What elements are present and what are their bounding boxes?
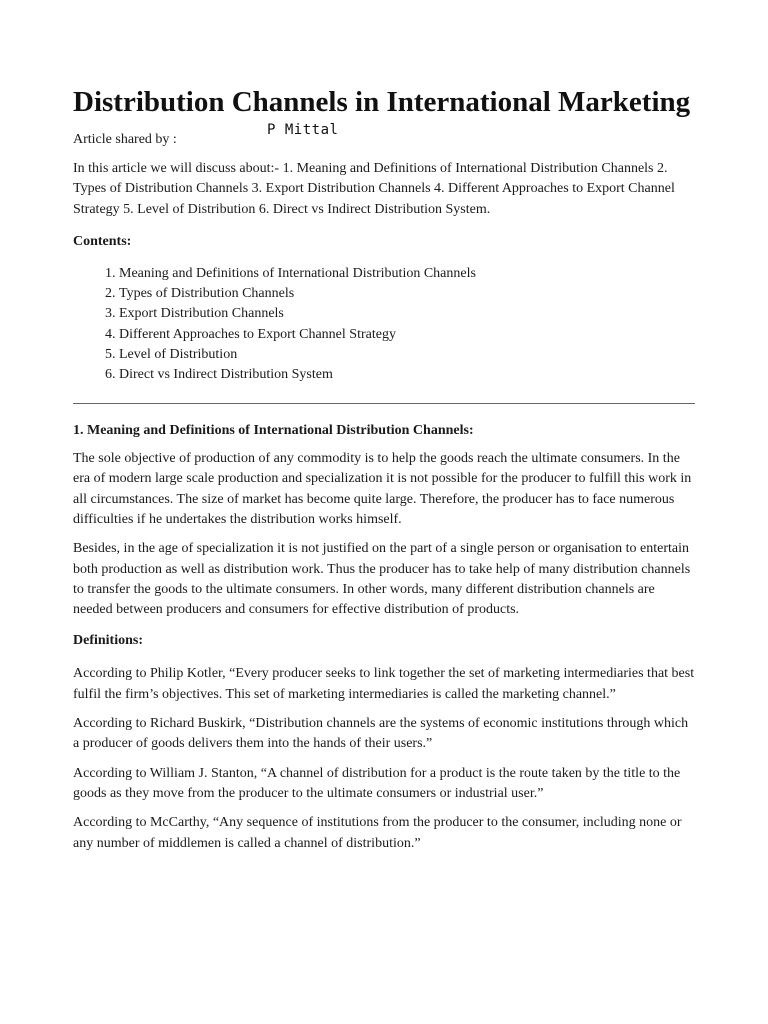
body-paragraph: The sole objective of production of any commodity is to help the goods reach the ultimate consumers. In the era of modern large scale production and specialization it is not possible for the producer to fulfill this work in all circumstances. The size of market has become quite large. Therefore, the producer has to face numerous difficulties if he undertakes the distribution works himself. (73, 451, 692, 527)
contents-heading: Contents: (73, 233, 132, 249)
toc-item: 5. Level of Distribution (119, 345, 695, 365)
author-name: P Mittal (267, 122, 339, 138)
definition-paragraph: According to William J. Stanton, “A channel of distribution for a product is the route taken by the title to the goods as they move from the producer to the ultimate consumers or industrial user.” (73, 765, 681, 801)
definition-paragraph: According to McCarthy, “Any sequence of institutions from the producer to the consumer, including none or any number of middlemen is called a channel of distribution.” (73, 815, 682, 851)
article-title: Distribution Channels in International Marketing (73, 86, 691, 118)
article-body (73, 86, 695, 854)
body-paragraph: Besides, in the age of specialization it is not justified on the part of a single person or organisation to entertain both production as well as distribution work. Thus the producer has to take help of many distribution channels to transfer the goods to the ultimate consumers. In other words, many different distribution channels are needed between producers and consumers for effective distribution of products. (73, 541, 691, 618)
toc-item: 1. Meaning and Definitions of International Distribution Channels (119, 264, 695, 284)
toc-item: 6. Direct vs Indirect Distribution System (119, 365, 695, 385)
toc-item: 4. Different Approaches to Export Channel Strategy (119, 325, 695, 345)
toc-item: 2. Types of Distribution Channels (119, 284, 695, 304)
section-heading: 1. Meaning and Definitions of International Distribution Channels: (73, 423, 474, 439)
intro-paragraph: In this article we will discuss about:- 1. Meaning and Definitions of International Distribution Channels 2. Types of Distribution Channels 3. Export Distribution Channels 4. Different Approaches to Export Channel Strategy 5. Level of Distribution 6. Direct vs Indirect Distribution System. (73, 161, 675, 217)
definition-paragraph: According to Richard Buskirk, “Distribution channels are the systems of economic institutions through which a producer of goods delivers them into the hands of their users.” (73, 716, 689, 752)
byline (73, 122, 695, 150)
byline-label: Article shared by : (73, 132, 177, 147)
section-divider (73, 403, 695, 404)
table-of-contents (73, 264, 695, 385)
definition-paragraph: According to Philip Kotler, “Every producer seeks to link together the set of marketing intermediaries that best fulfil the firm’s objectives. This set of marketing intermediaries is called the marketing channel.” (73, 666, 695, 702)
toc-item: 3. Export Distribution Channels (119, 304, 695, 324)
definitions-heading: Definitions: (73, 633, 143, 649)
